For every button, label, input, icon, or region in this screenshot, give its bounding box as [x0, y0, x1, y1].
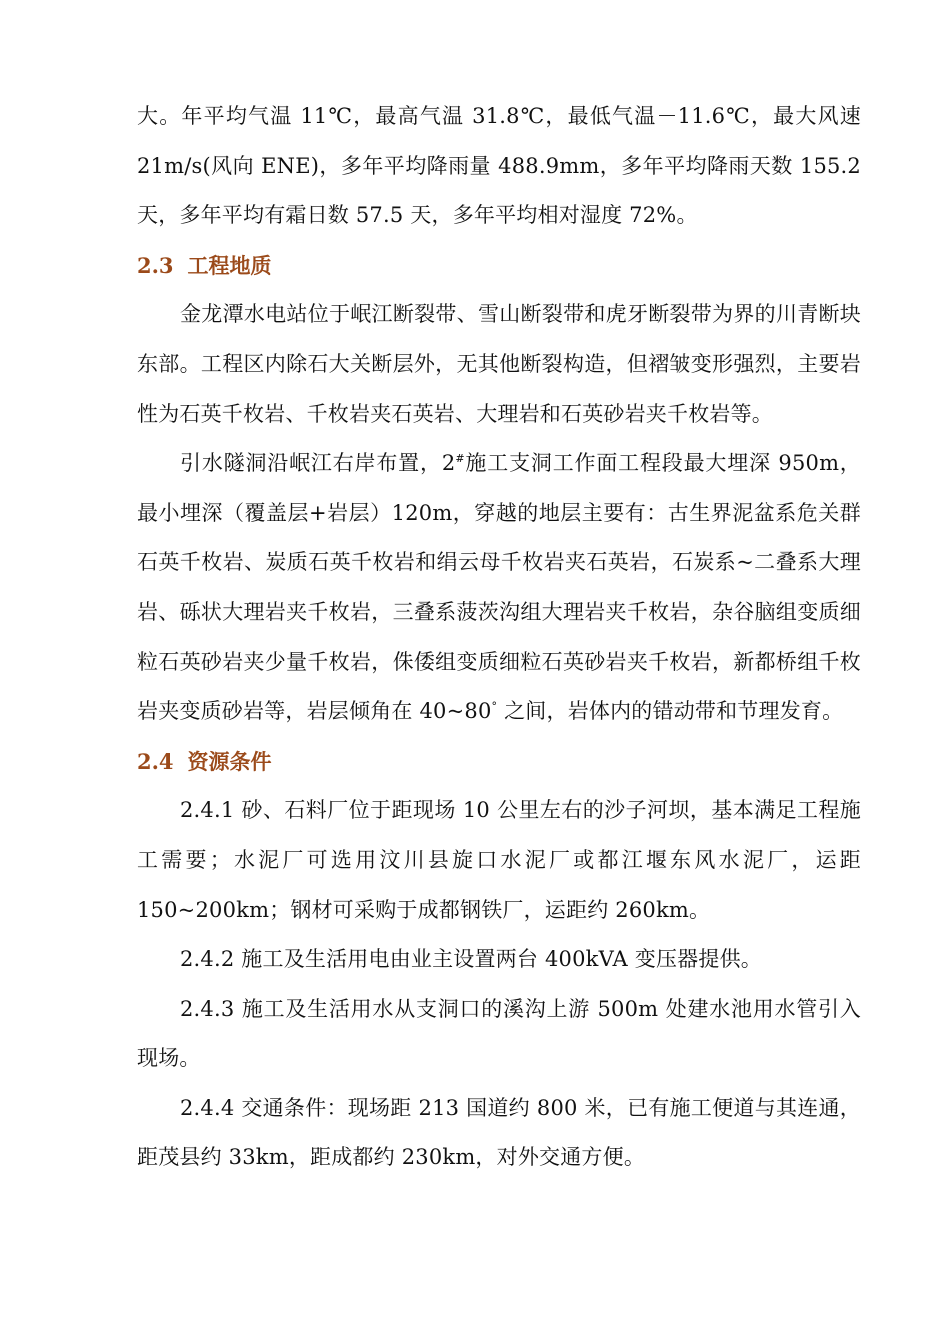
section-heading-2-3: [137, 241, 861, 291]
geology-p2-start: 引水隧洞沿岷江右岸布置，2: [180, 451, 456, 476]
number-sign-superscript: #: [455, 452, 465, 466]
resource-item-2-4-1: 2.4.1 砂、石料厂位于距现场 10 公里左右的沙子河坝，基本满足工程施工需要；水泥厂可选用汶川县旋口水泥厂或都江堰东风水泥厂，运距 150~200km；钢材可采购于成都钢铁厂，运距约 260km。: [137, 798, 861, 922]
geology-paragraph-2: [137, 439, 861, 737]
section-number: 2.3: [137, 252, 174, 278]
section-number: 2.4: [137, 748, 174, 774]
resource-item-2-4-2: 2.4.2 施工及生活用电由业主设置两台 400kVA 变压器提供。: [180, 947, 762, 972]
climate-paragraph: 大。年平均气温 11℃，最高气温 31.8℃，最低气温－11.6℃，最大风速 21m/s(风向 ENE)，多年平均降雨量 488.9mm，多年平均降雨天数 155.2 天，多年平均有霜日数 57.5 天，多年平均相对湿度 72%。: [137, 104, 861, 228]
section-title: 资源条件: [187, 748, 272, 774]
geology-paragraph-1: 金龙潭水电站位于岷江断裂带、雪山断裂带和虎牙断裂带为界的川青断块东部。工程区内除石大关断层外，无其他断裂构造，但褶皱变形强烈，主要岩性为石英千枚岩、千枚岩夹石英岩、大理岩和石英砂岩夹千枚岩等。: [137, 302, 861, 426]
degree-superscript: °: [491, 700, 498, 714]
section-title: 工程地质: [187, 252, 272, 278]
document-page: [137, 92, 861, 1183]
geology-p2-middle: 施工支洞工作面工程段最大埋深 950m，最小埋深（覆盖层+岩层）120m，穿越的地层主要有：古生界泥盆系危关群石英千枚岩、炭质石英千枚岩和绢云母千枚岩夹石英岩，石炭系~二叠系大理岩、砾状大理岩夹千枚岩，三叠系菠茨沟组大理岩夹千枚岩，杂谷脑组变质细粒石英砂岩夹少量千枚岩，侏倭组变质细粒石英砂岩夹千枚岩，新都桥组千枚岩夹变质砂岩等，岩层倾角在 40~80: [137, 451, 861, 724]
section-heading-2-4: [137, 737, 861, 787]
resource-item-2-4-3: 2.4.3 施工及生活用水从支洞口的溪沟上游 500m 处建水池用水管引入现场。: [137, 996, 861, 1071]
geology-p2-end: 之间，岩体内的错动带和节理发育。: [497, 699, 844, 724]
resource-item-2-4-4: 2.4.4 交通条件：现场距 213 国道约 800 米，已有施工便道与其连通，距茂县约 33km，距成都约 230km，对外交通方便。: [137, 1095, 861, 1170]
